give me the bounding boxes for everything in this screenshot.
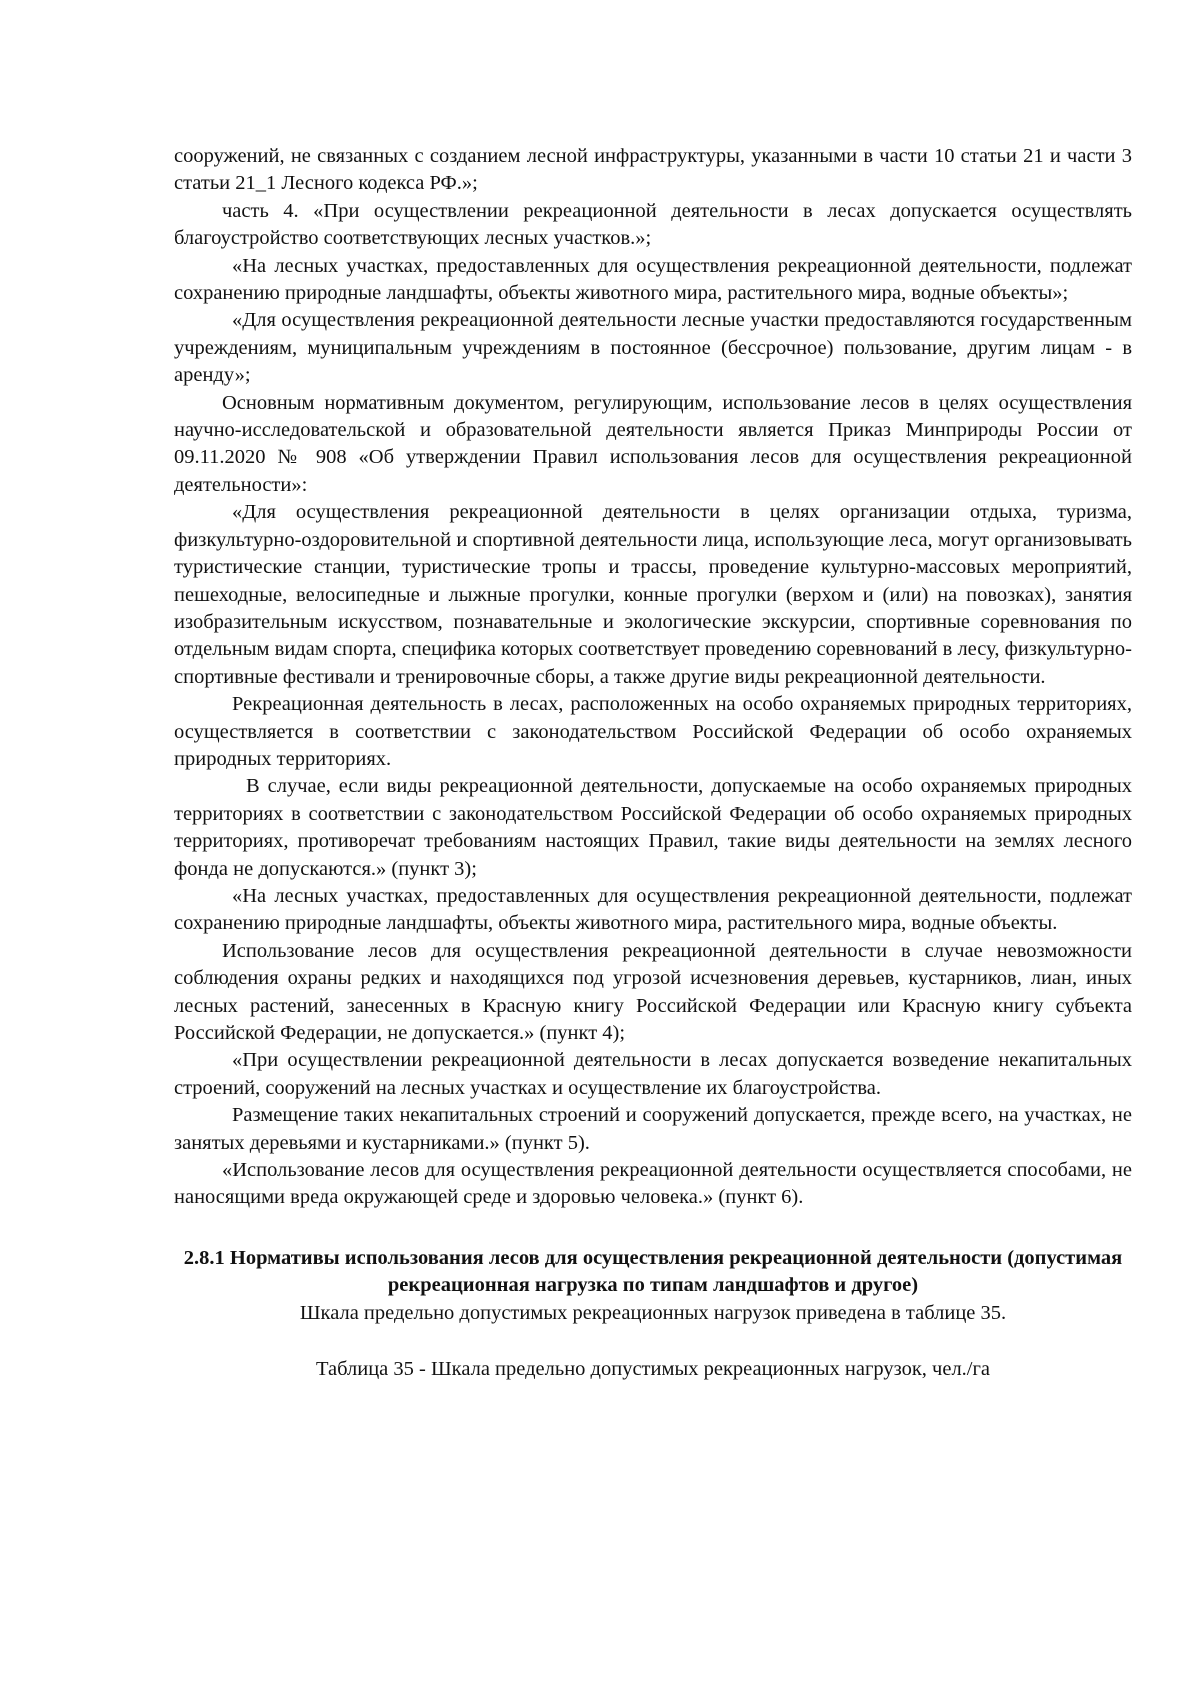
paragraph-main-regulation: Основным нормативным документом, регулирующим, использование лесов в целях осуществления научно-исследовательской и образовательной деятельности является Приказ Минприроды России от 09.11.2020 № 908 «Об утверждении Правил использования лесов для осуществления рекреационной деятельности»: [174,391,1132,496]
paragraph-landscape-preservation: «На лесных участках, предоставленных для осуществления рекреационной деятельности, подлежат сохранению природные ландшафты, объекты животного мира, растительного мира, водные объекты»; [174,254,1132,305]
paragraph-non-capital-buildings: «При осуществлении рекреационной деятельности в лесах допускается возведение некапитальных строений, сооружений на лесных участках и осуществление их благоустройства. [174,1049,1132,1099]
section-intro: Шкала предельно допустимых рекреационных нагрузок приведена в таблице 35. [299,1301,1007,1324]
paragraph-building-placement: Размещение таких некапитальных строений и сооружений допускается, прежде всего, на участках, не занятых деревьями и кустарниками.» (пункт 5). [174,1104,1132,1154]
paragraph-part-4: часть 4. «При осуществлении рекреационной деятельности в лесах допускается осуществлять благоустройство соответствующих лесных участков.»; [174,199,1132,250]
document-page [174,143,1132,1383]
paragraph-land-provision: «Для осуществления рекреационной деятельности лесные участки предоставляются государственным учреждениям, муниципальным учреждениям в постоянное (бессрочное) пользование, другим лицам - в аренду»; [174,309,1132,387]
section-heading: 2.8.1 Нормативы использования лесов для осуществления рекреационной деятельности (допустимая рекреационная нагрузка по типам ландшафтов и другое) [183,1246,1123,1297]
paragraph-continuation: сооружений, не связанных с созданием лесной инфраструктуры, указанными в части 10 статьи 21 и части 3 статьи 21_1 Лесного кодекса РФ.»; [174,145,1132,195]
paragraph-preservation-objects: «На лесных участках, предоставленных для осуществления рекреационной деятельности, подлежат сохранению природные ландшафты, объекты животного мира, растительного мира, водные объекты. [174,884,1132,935]
table-caption: Таблица 35 - Шкала предельно допустимых рекреационных нагрузок, чел./га [315,1358,991,1381]
paragraph-protected-areas: Рекреационная деятельность в лесах, расположенных на особо охраняемых природных территориях, осуществляется в соответствии с законодательством Российской Федерации об особо охраняемых природных территориях. [174,693,1132,770]
paragraph-harmless-methods: «Использование лесов для осуществления рекреационной деятельности осуществляется способами, не наносящими вреда окружающей среде и здоровью человека.» (пункт 6). [174,1159,1132,1209]
paragraph-contradiction-case: В случае, если виды рекреационной деятельности, допускаемые на особо охраняемых природных территориях в соответствии с законодательством Российской Федерации об особо охраняемых природных территориях, противоречат требованиям настоящих Правил, такие виды деятельности на землях лесного фонда не допускаются.» (пункт 3); [174,775,1132,880]
paragraph-recreation-activities: «Для осуществления рекреационной деятельности в целях организации отдыха, туризма, физкультурно-оздоровительной и спортивной деятельности лица, использующие леса, могут организовывать туристические станции, туристические тропы и трассы, проведение культурно-массовых мероприятий, пешеходные, велосипедные и лыжные прогулки, конные прогулки (верхом и (или) на повозках), занятия изобразительным искусством, познавательные и экологические экскурсии, спортивные соревнования по отдельным видам спорта, специфика которых соответствует проведению соревнований в лесу, физкультурно-спортивные фестивали и тренировочные сборы, а также другие виды рекреационной деятельности. [174,501,1132,688]
paragraph-red-book: Использование лесов для осуществления рекреационной деятельности в случае невозможности соблюдения охраны редких и находящихся под угрозой исчезновения деревьев, кустарников, лиан, иных лесных растений, занесенных в Красную книгу Российской Федерации или Красную книгу субъекта Российской Федерации, не допускается.» (пункт 4); [174,939,1132,1044]
